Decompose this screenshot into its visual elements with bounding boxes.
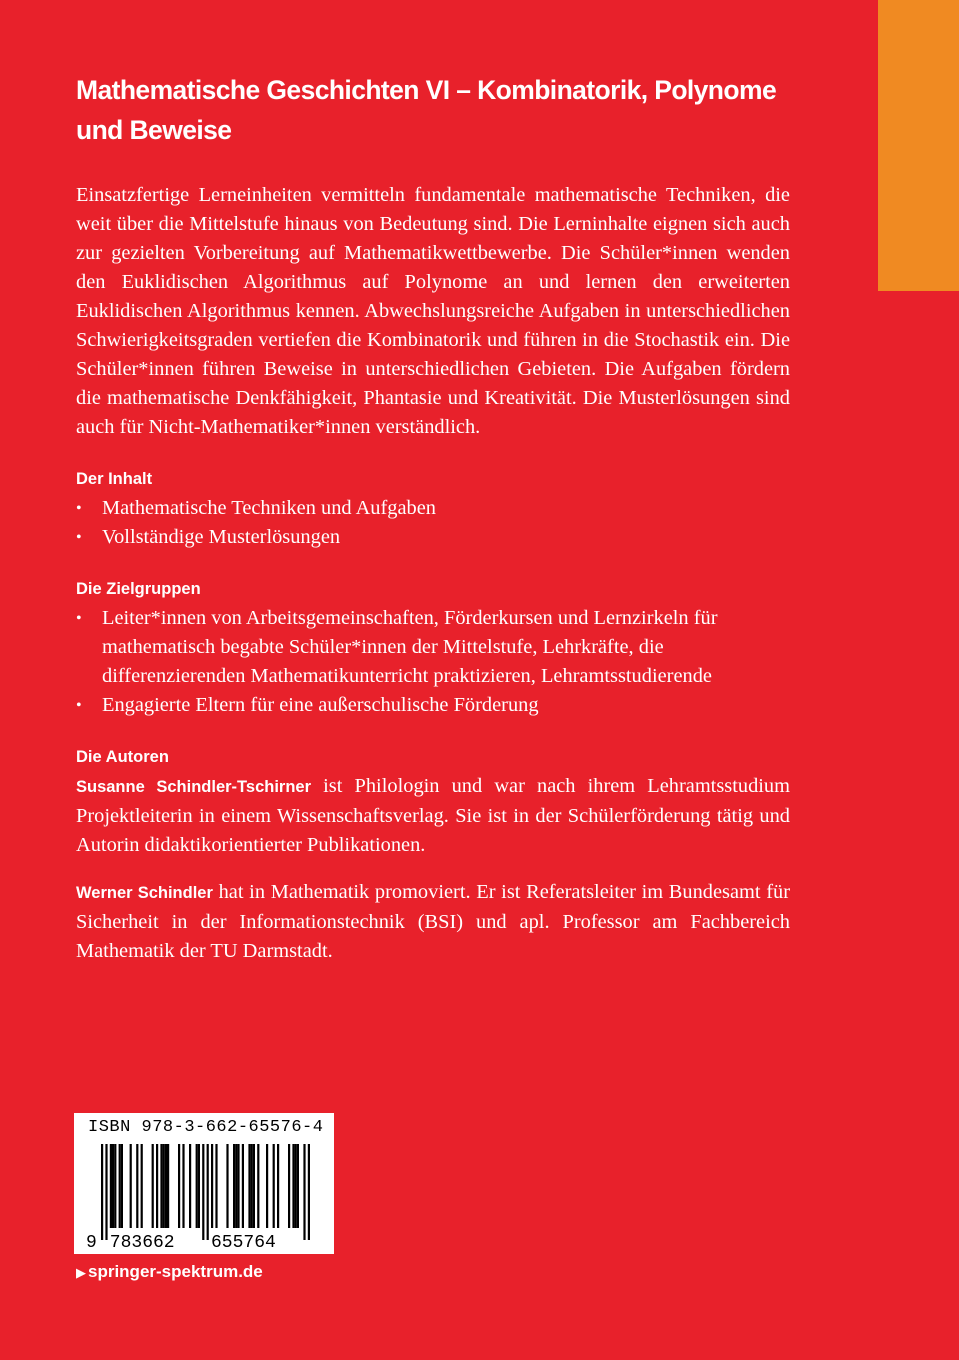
barcode-bar [292, 1144, 294, 1228]
barcode-bar [253, 1144, 255, 1228]
barcode-bar [248, 1144, 250, 1228]
barcode-bar [196, 1144, 198, 1228]
inhalt-heading: Der Inhalt [76, 470, 153, 488]
barcode-bar [207, 1144, 209, 1240]
barcode-bar [114, 1144, 116, 1228]
barcode-bar [167, 1144, 169, 1228]
barcode-bar [182, 1144, 184, 1228]
isbn-barcode [74, 1113, 334, 1254]
zielgruppen-list [76, 604, 790, 720]
barcode-bar [251, 1144, 253, 1228]
barcode-bar [257, 1144, 259, 1228]
barcode-bar [101, 1144, 103, 1240]
back-cover-content [76, 70, 790, 966]
barcode-bar [211, 1144, 213, 1228]
barcode-bar [163, 1144, 165, 1228]
barcode-bar [242, 1144, 244, 1228]
author-text: ist Philologin und war nach ihrem Lehramtsstudium Projektleiterin in einem Wissenschaftsverlag. Sie ist in der Schülerförderung tätig und Autorin didaktikorientierter Publikationen. [76, 775, 790, 856]
barcode-bar [121, 1144, 123, 1228]
barcode-bar [297, 1144, 299, 1228]
barcode-bar [308, 1144, 310, 1240]
book-title: Mathematische Geschichten VI – Kombinatorik, Polynome und Beweise [76, 75, 777, 145]
author-name: Werner Schindler [76, 884, 213, 902]
barcode-digits: 9 [86, 1233, 97, 1253]
isbn-label: ISBN 978-3-662-65576-4 [88, 1118, 324, 1137]
author-name: Susanne Schindler-Tschirner [76, 778, 312, 796]
section-zielgruppen [76, 575, 790, 720]
barcode-bar [130, 1144, 132, 1228]
list-item: • Engagierte Eltern für eine außerschulische Förderung [76, 691, 790, 720]
list-item: • Mathematische Techniken und Aufgaben [76, 494, 790, 523]
barcode-bar [112, 1144, 114, 1228]
barcode-bar [295, 1144, 297, 1228]
author-bio [76, 772, 790, 860]
author-bio [76, 878, 790, 966]
barcode-bar [288, 1144, 290, 1228]
barcode-bar [266, 1144, 268, 1228]
autoren-heading: Die Autoren [76, 748, 169, 766]
triangle-right-icon: ▶ [76, 1265, 86, 1280]
list-item: • Leiter*innen von Arbeitsgemeinschaften, Förderkursen und Lernzirkeln für mathematisch begabte Schüler*innen der Mittelstufe, Lehrkräfte, die differenzierenden Mathematikunterricht praktizieren, Lehramtsstudierende [76, 604, 790, 691]
barcode-bar [165, 1144, 167, 1228]
publisher-url: springer-spektrum.de [88, 1262, 263, 1281]
barcode-bar [226, 1144, 228, 1228]
barcode-bar [237, 1144, 239, 1228]
section-autoren [76, 743, 790, 966]
intro-paragraph: Einsatzfertige Lerneinheiten vermitteln fundamentale mathematische Techniken, die weit über die Mittelstufe hinaus von Bedeutung sind. Die Lerninhalte eignen sich auch zur gezielten Vorbereitung auf Mathematikwettbewerbe. Die Schüler*innen wenden den Euklidischen Algorithmus auf Polynome an und lernen den erweiterten Euklidischen Algorithmus kennen. Abwechslungsreiche Aufgaben in unterschiedlichen Schwierigkeitsgraden vertiefen die Kombinatorik und führen in die Stochastik ein. Die Schüler*innen führen Beweise in unterschiedlichen Gebieten. Die Aufgaben fördern die mathematische Denkfähigkeit, Phantasie und Kreativität. Die Musterlösungen sind auch für Nicht-Mathematiker*innen verständlich. [76, 184, 790, 438]
barcode-bar [110, 1144, 112, 1228]
section-inhalt [76, 465, 790, 552]
orange-corner-tab [878, 0, 959, 291]
barcode-bar [198, 1144, 200, 1228]
barcode-bar [119, 1144, 121, 1228]
barcode-bar [303, 1144, 305, 1240]
barcode-bar [235, 1144, 237, 1228]
barcode-bar [215, 1144, 217, 1228]
list-item: • Vollständige Musterlösungen [76, 523, 790, 552]
author-text: hat in Mathematik promoviert. Er ist Referatsleiter im Bundesamt für Sicherheit in der Informationstechnik (BSI) und apl. Professor am Fachbereich Mathematik der TU Darmstadt. [76, 881, 791, 962]
barcode-bar [105, 1144, 107, 1240]
barcode-bar [233, 1144, 235, 1228]
barcode-bar [178, 1144, 180, 1228]
barcode-bar [141, 1144, 143, 1228]
barcode-bar [160, 1144, 162, 1228]
publisher-link[interactable] [76, 1262, 263, 1282]
inhalt-list [76, 494, 790, 552]
barcode-bar [202, 1144, 204, 1240]
barcode-bar [273, 1144, 275, 1228]
barcode-digits: 783662 [109, 1233, 175, 1253]
barcode-bar [156, 1144, 158, 1228]
zielgruppen-heading: Die Zielgruppen [76, 580, 201, 598]
barcode-bar [189, 1144, 191, 1228]
barcode-graphic [74, 1113, 334, 1254]
barcode-bar [152, 1144, 154, 1228]
barcode-digits: 655764 [211, 1233, 276, 1253]
barcode-bar [136, 1144, 138, 1228]
barcode-bar [277, 1144, 279, 1228]
